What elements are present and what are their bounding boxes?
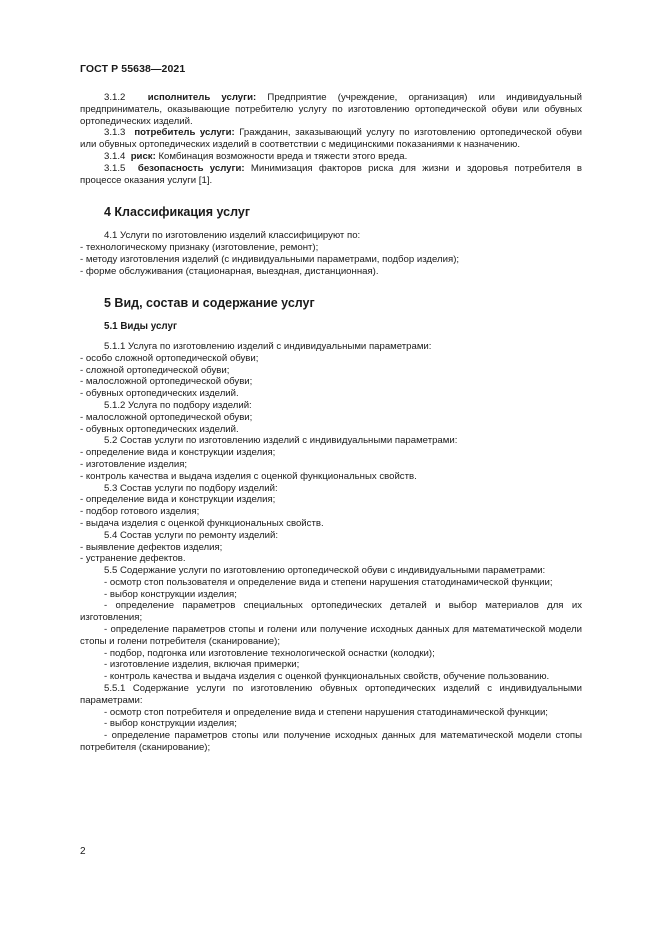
list-item-5-5: - осмотр стоп пользователя и определение вида и степени нарушения статодинамической функции; <box>104 576 553 588</box>
section-5-line: 5.3 Состав услуги по подбору изделий: <box>104 482 278 494</box>
list-item-5-5: - подбор, подгонка или изготовление технологической оснастки (колодки); <box>104 647 435 659</box>
section-5-line: - определение вида и конструкции изделия; <box>80 494 276 506</box>
section-4-line: - методу изготовления изделий (с индивидуальными параметрами, подбор изделия); <box>80 253 460 265</box>
definition-3-1-2: 3.1.2 исполнитель услуги: Предприятие (учреждение, организация) или индивидуальный предприниматель, оказывающие потребителю услугу по изготовлению ортопедической обуви или обувных ортопедических изделий. <box>80 92 582 127</box>
list-item-5-5: - изготовление изделия, включая примерки; <box>104 659 300 671</box>
section-5-line: - контроль качества и выдача изделия с оценкой функциональных свойств. <box>80 470 417 482</box>
section-5-line: - изготовление изделия; <box>80 458 188 470</box>
list-item-5-5: - определение параметров специальных ортопедических деталей и выбор материалов для их изготовления; <box>80 600 582 624</box>
section-5-line: 5.1.2 Услуга по подбору изделий: <box>104 399 252 411</box>
definition-3-1-5: 3.1.5 безопасность услуги: Минимизация факторов риска для жизни и здоровья потребителя в процессе оказания услуги [1]. <box>80 162 582 186</box>
definition-3-1-3: 3.1.3 потребитель услуги: Гражданин, заказывающий услугу по изготовлению ортопедической обуви или обувных ортопедических изделий в соответствии с медицинскими показаниями к назначению. <box>80 127 582 151</box>
paragraph-5-5: 5.5 Содержание услуги по изготовлению ортопедической обуви с индивидуальными параметрами: <box>104 565 546 577</box>
section-5-line: - малосложной ортопедической обуви; <box>80 376 253 388</box>
list-item-5-5: - выбор конструкции изделия; <box>104 588 237 600</box>
definition-3-1-4: 3.1.4 риск: Комбинация возможности вреда и тяжести этого вреда. <box>104 150 408 162</box>
section-5-line: 5.4 Состав услуги по ремонту изделий: <box>104 529 279 541</box>
list-item-5-5-1: - осмотр стоп потребителя и определение вида и степени нарушения статодинамической функции; <box>104 706 548 718</box>
document-body <box>80 92 582 754</box>
section-4-line: - технологическому признаку (изготовление, ремонт); <box>80 241 319 253</box>
list-item-5-5-1: - выбор конструкции изделия; <box>104 718 237 730</box>
section-5-heading: 5 Вид, состав и содержание услуг <box>104 296 315 311</box>
section-5-line: - обувных ортопедических изделий. <box>80 423 239 435</box>
list-item-5-5: - контроль качества и выдача изделия с оценкой функциональных свойств, обучение пользованию. <box>104 671 550 683</box>
section-5-line: 5.2 Состав услуги по изготовлению изделий с индивидуальными параметрами: <box>104 435 458 447</box>
section-4-heading: 4 Классификация услуг <box>104 205 251 220</box>
section-5-line: - сложной ортопедической обуви; <box>80 364 230 376</box>
section-5-line: - выявление дефектов изделия; <box>80 541 223 553</box>
list-item-5-5-1: - определение параметров стопы или получение исходных данных для математической модели стопы потребителя (сканирование); <box>80 730 582 754</box>
section-4-line: - форме обслуживания (стационарная, выездная, дистанционная). <box>80 265 379 277</box>
section-5-line: - особо сложной ортопедической обуви; <box>80 352 259 364</box>
document-header: ГОСТ Р 55638—2021 <box>80 63 186 75</box>
page-number: 2 <box>80 846 86 857</box>
section-5-line: - обувных ортопедических изделий. <box>80 388 239 400</box>
section-5-line: - выдача изделия с оценкой функциональных свойств. <box>80 517 324 529</box>
section-5-line: - подбор готового изделия; <box>80 506 200 518</box>
section-5-line: - малосложной ортопедической обуви; <box>80 411 253 423</box>
section-4-line: 4.1 Услуги по изготовлению изделий классифицируют по: <box>104 230 361 242</box>
section-5-line: - устранение дефектов. <box>80 553 186 565</box>
list-item-5-5: - определение параметров стопы и голени или получение исходных данных для математической модели стопы и голени потребителя (сканирование); <box>80 624 582 647</box>
subsection-5-1-heading: 5.1 Виды услуг <box>104 321 178 333</box>
section-5-line: - определение вида и конструкции изделия; <box>80 447 276 459</box>
paragraph-5-5-1: 5.5.1 Содержание услуги по изготовлению обувных ортопедических изделий с индивидуальными параметрами: <box>80 683 582 706</box>
section-5-line: 5.1.1 Услуга по изготовлению изделий с индивидуальными параметрами: <box>104 340 432 352</box>
